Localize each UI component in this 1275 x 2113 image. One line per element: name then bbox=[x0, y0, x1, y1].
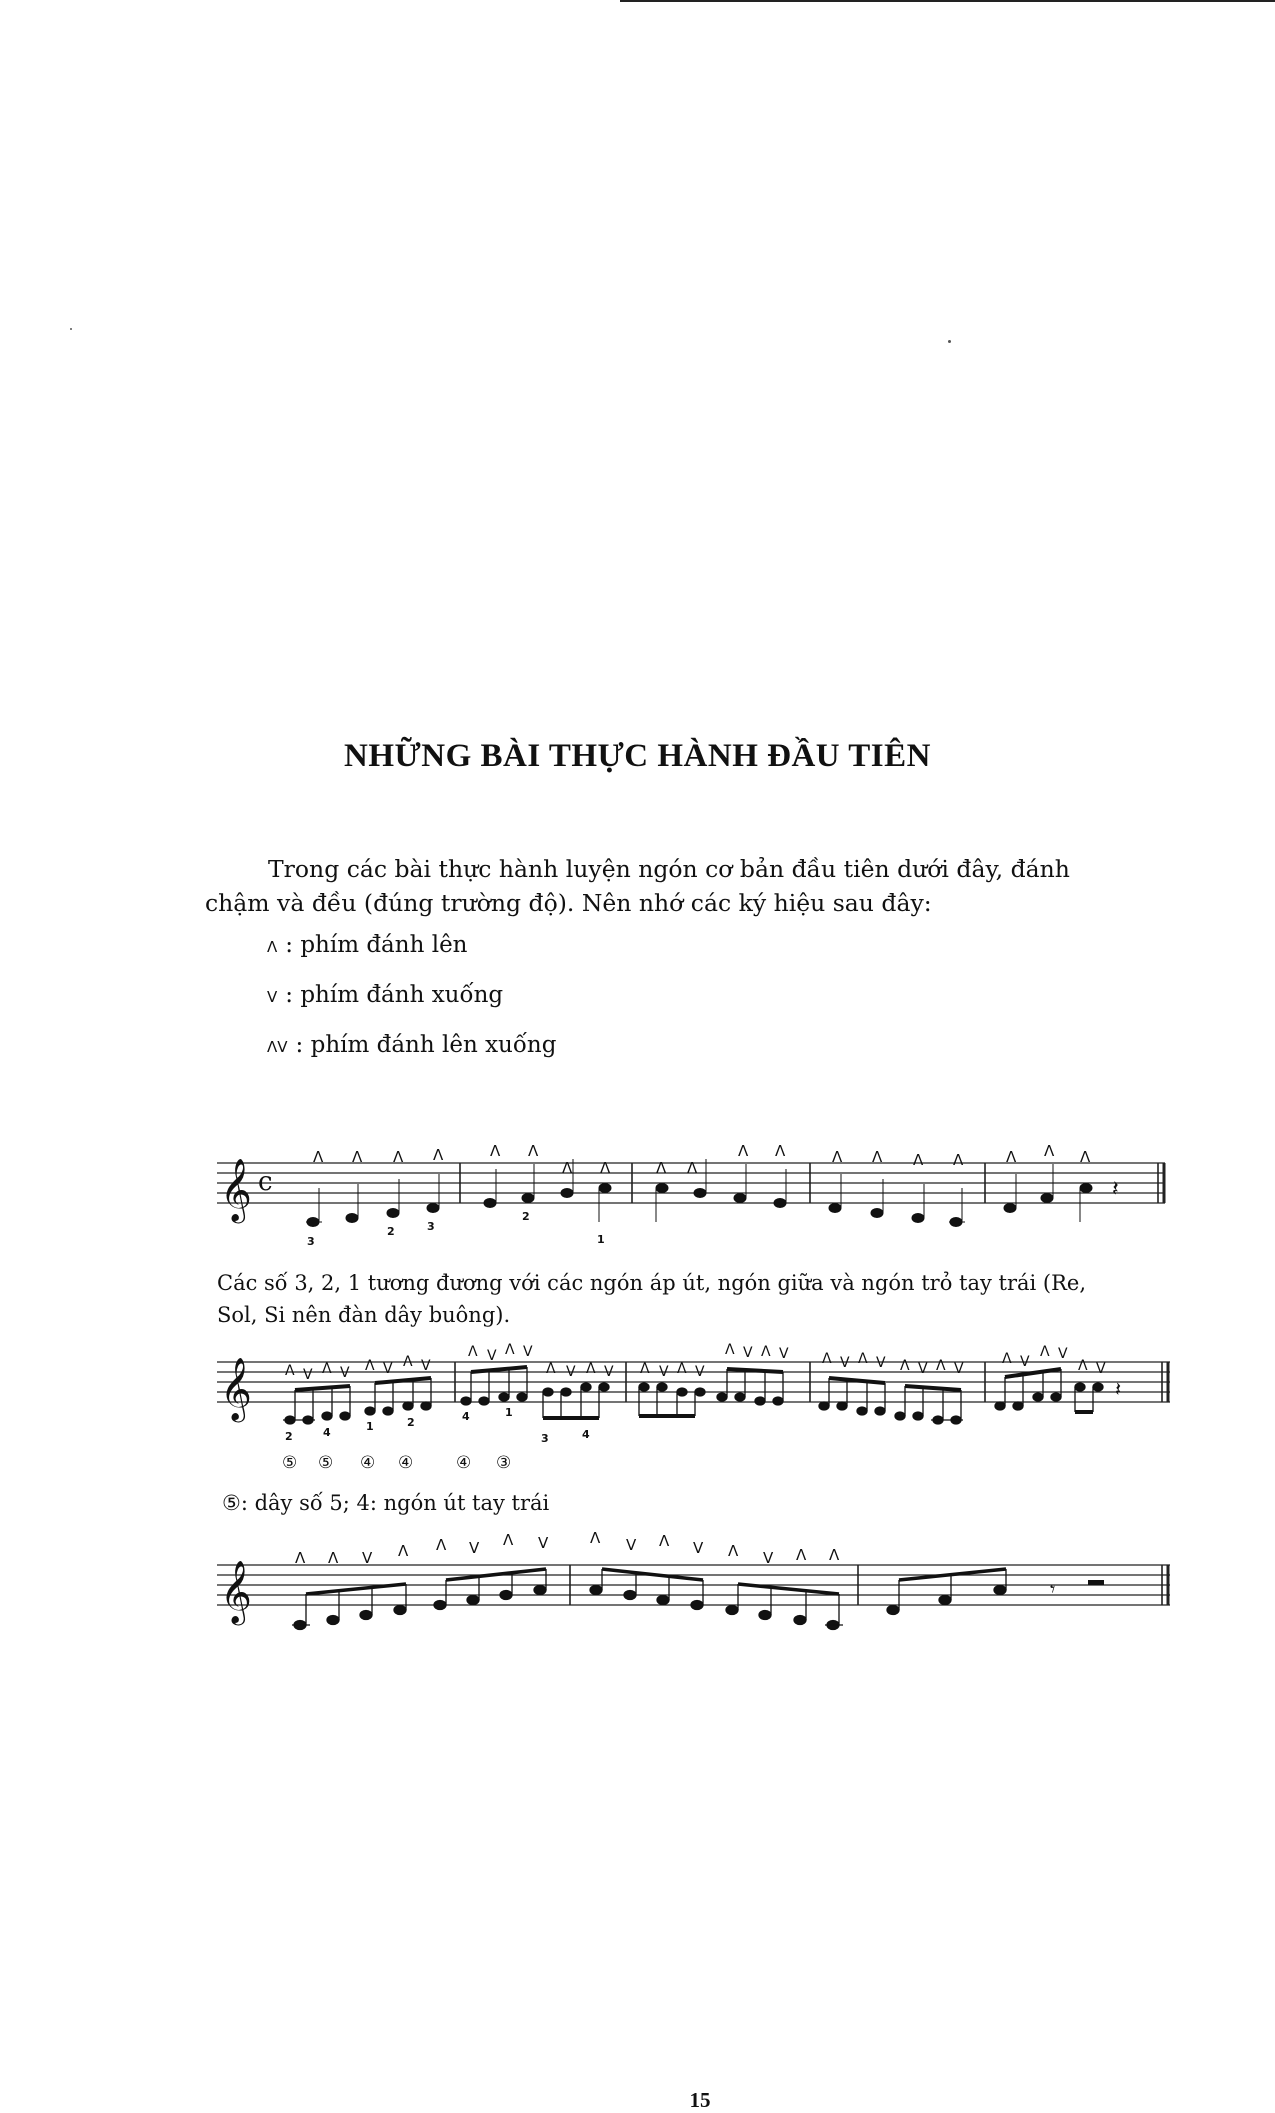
svg-text:V: V bbox=[695, 1364, 705, 1380]
svg-text:V: V bbox=[604, 1364, 614, 1380]
svg-text:V: V bbox=[918, 1361, 928, 1377]
svg-text:3: 3 bbox=[307, 1235, 315, 1248]
symbol-down-text: : phím đánh xuống bbox=[285, 982, 504, 1008]
svg-text:Λ: Λ bbox=[1080, 1148, 1091, 1166]
svg-text:Λ: Λ bbox=[858, 1351, 868, 1367]
svg-text:Λ: Λ bbox=[398, 1542, 409, 1560]
svg-text:1: 1 bbox=[597, 1233, 605, 1246]
svg-text:V: V bbox=[659, 1364, 669, 1380]
svg-text:Λ: Λ bbox=[725, 1342, 735, 1358]
svg-text:Λ: Λ bbox=[822, 1351, 832, 1367]
svg-text:V: V bbox=[1058, 1346, 1068, 1362]
svg-text:Λ: Λ bbox=[503, 1531, 514, 1549]
svg-text:V: V bbox=[743, 1345, 753, 1361]
string-marker: ④ bbox=[398, 1453, 414, 1473]
svg-text:Λ: Λ bbox=[659, 1532, 670, 1550]
svg-text:V: V bbox=[523, 1344, 533, 1360]
svg-text:Λ: Λ bbox=[640, 1361, 650, 1377]
svg-text:Λ: Λ bbox=[328, 1549, 339, 1567]
intro-line-1: Trong các bài thực hành luyện ngón cơ bản đầu tiên dưới đây, đánh bbox=[268, 855, 1070, 883]
svg-text:Λ: Λ bbox=[393, 1148, 404, 1166]
svg-text:V: V bbox=[1096, 1361, 1106, 1377]
symbol-updown-text: : phím đánh lên xuống bbox=[295, 1032, 557, 1058]
svg-text:4: 4 bbox=[323, 1426, 331, 1439]
quarter-rest-icon: 𝄽 bbox=[1112, 1177, 1119, 1202]
svg-text:Λ: Λ bbox=[677, 1361, 687, 1377]
svg-text:Λ: Λ bbox=[1044, 1142, 1055, 1160]
svg-text:V: V bbox=[876, 1355, 886, 1371]
svg-text:Λ: Λ bbox=[1002, 1351, 1012, 1367]
svg-text:Λ: Λ bbox=[285, 1363, 295, 1379]
svg-text:V: V bbox=[340, 1365, 350, 1381]
svg-text:Λ: Λ bbox=[1006, 1148, 1017, 1166]
string-note: ⑤: dây số 5; 4: ngón út tay trái bbox=[222, 1491, 550, 1515]
eighth-notes bbox=[292, 1569, 1006, 1630]
svg-text:Λ: Λ bbox=[322, 1361, 332, 1377]
treble-clef-icon: 𝄞 bbox=[220, 1357, 252, 1420]
svg-text:V: V bbox=[421, 1358, 431, 1374]
svg-text:V: V bbox=[487, 1348, 497, 1364]
page-number: 15 bbox=[689, 2088, 711, 2112]
svg-text:Λ: Λ bbox=[728, 1542, 739, 1560]
svg-text:Λ: Λ bbox=[796, 1546, 807, 1564]
svg-text:Λ: Λ bbox=[468, 1344, 478, 1360]
svg-text:Λ: Λ bbox=[900, 1358, 910, 1374]
svg-text:V: V bbox=[566, 1364, 576, 1380]
svg-text:4: 4 bbox=[582, 1428, 590, 1441]
svg-text:2: 2 bbox=[522, 1210, 530, 1223]
pick-updown-icon: ΛV bbox=[267, 1038, 288, 1056]
svg-text:Λ: Λ bbox=[738, 1142, 749, 1160]
svg-text:Λ: Λ bbox=[313, 1148, 324, 1166]
treble-clef-icon: 𝄞 bbox=[220, 1158, 252, 1221]
svg-text:V: V bbox=[362, 1549, 373, 1567]
half-rest-icon bbox=[1088, 1580, 1104, 1585]
staff-lines bbox=[217, 1565, 1170, 1605]
svg-text:Λ: Λ bbox=[490, 1142, 501, 1160]
svg-text:V: V bbox=[383, 1361, 393, 1377]
string-marker: ⑤ bbox=[318, 1453, 334, 1473]
svg-text:Λ: Λ bbox=[656, 1159, 667, 1177]
svg-text:Λ: Λ bbox=[528, 1142, 539, 1160]
svg-text:Λ: Λ bbox=[295, 1549, 306, 1567]
svg-text:Λ: Λ bbox=[546, 1361, 556, 1377]
svg-text:Λ: Λ bbox=[352, 1148, 363, 1166]
svg-text:Λ: Λ bbox=[365, 1358, 375, 1374]
svg-text:Λ: Λ bbox=[1078, 1358, 1088, 1374]
svg-text:Λ: Λ bbox=[505, 1342, 515, 1358]
svg-text:V: V bbox=[469, 1539, 480, 1557]
pick-down-icon: V bbox=[267, 988, 278, 1006]
svg-text:1: 1 bbox=[366, 1420, 374, 1433]
svg-text:Λ: Λ bbox=[436, 1536, 447, 1554]
svg-text:Λ: Λ bbox=[433, 1146, 444, 1164]
svg-text:Λ: Λ bbox=[586, 1361, 596, 1377]
svg-text:3: 3 bbox=[427, 1220, 435, 1233]
fingering-note-line-2: Sol, Si nên đàn dây buông). bbox=[217, 1303, 511, 1327]
string-marker: ⑤ bbox=[282, 1453, 298, 1473]
treble-clef-icon: 𝄞 bbox=[220, 1560, 252, 1623]
time-signature: c bbox=[258, 1167, 273, 1197]
svg-text:2: 2 bbox=[407, 1416, 415, 1429]
svg-text:V: V bbox=[840, 1355, 850, 1371]
svg-text:V: V bbox=[1020, 1354, 1030, 1370]
string-marker: ④ bbox=[456, 1453, 472, 1473]
string-marker: ③ bbox=[496, 1453, 512, 1473]
eighth-rest-icon: 𝄾 bbox=[1050, 1577, 1056, 1601]
svg-text:Λ: Λ bbox=[590, 1529, 601, 1547]
svg-text:2: 2 bbox=[387, 1225, 395, 1238]
svg-text:Λ: Λ bbox=[1040, 1344, 1050, 1360]
svg-text:V: V bbox=[954, 1361, 964, 1377]
svg-text:V: V bbox=[626, 1536, 637, 1554]
pick-stroke-marks bbox=[295, 1529, 840, 1567]
fingering-note-line-1: Các số 3, 2, 1 tương đương với các ngón áp út, ngón giữa và ngón trỏ tay trái (Re, bbox=[217, 1271, 1087, 1295]
svg-text:Λ: Λ bbox=[687, 1159, 698, 1177]
svg-text:4: 4 bbox=[462, 1410, 470, 1423]
quarter-rest-icon: 𝄽 bbox=[1115, 1377, 1122, 1401]
pick-up-icon: Λ bbox=[267, 938, 278, 956]
svg-text:Λ: Λ bbox=[953, 1151, 964, 1169]
svg-text:V: V bbox=[538, 1534, 549, 1552]
svg-text:Λ: Λ bbox=[761, 1344, 771, 1360]
svg-text:Λ: Λ bbox=[936, 1358, 946, 1374]
svg-text:V: V bbox=[779, 1346, 789, 1362]
svg-text:Λ: Λ bbox=[600, 1159, 611, 1177]
svg-text:Λ: Λ bbox=[775, 1142, 786, 1160]
svg-text:Λ: Λ bbox=[829, 1546, 840, 1564]
string-marker: ④ bbox=[360, 1453, 376, 1473]
svg-text:V: V bbox=[763, 1549, 774, 1567]
symbol-up-text: : phím đánh lên bbox=[285, 932, 468, 958]
intro-line-2: chậm và đều (đúng trường độ). Nên nhớ các ký hiệu sau đây: bbox=[205, 889, 932, 917]
svg-text:Λ: Λ bbox=[832, 1148, 843, 1166]
page-title: NHỮNG BÀI THỰC HÀNH ĐẦU TIÊN bbox=[344, 738, 931, 774]
svg-text:V: V bbox=[303, 1367, 313, 1383]
svg-text:Λ: Λ bbox=[872, 1148, 883, 1166]
svg-text:Λ: Λ bbox=[403, 1354, 413, 1370]
svg-text:V: V bbox=[693, 1539, 704, 1557]
svg-text:Λ: Λ bbox=[913, 1151, 924, 1169]
svg-text:1: 1 bbox=[505, 1406, 513, 1419]
svg-text:2: 2 bbox=[285, 1430, 293, 1443]
svg-text:Λ: Λ bbox=[562, 1159, 573, 1177]
svg-text:3: 3 bbox=[541, 1432, 549, 1445]
